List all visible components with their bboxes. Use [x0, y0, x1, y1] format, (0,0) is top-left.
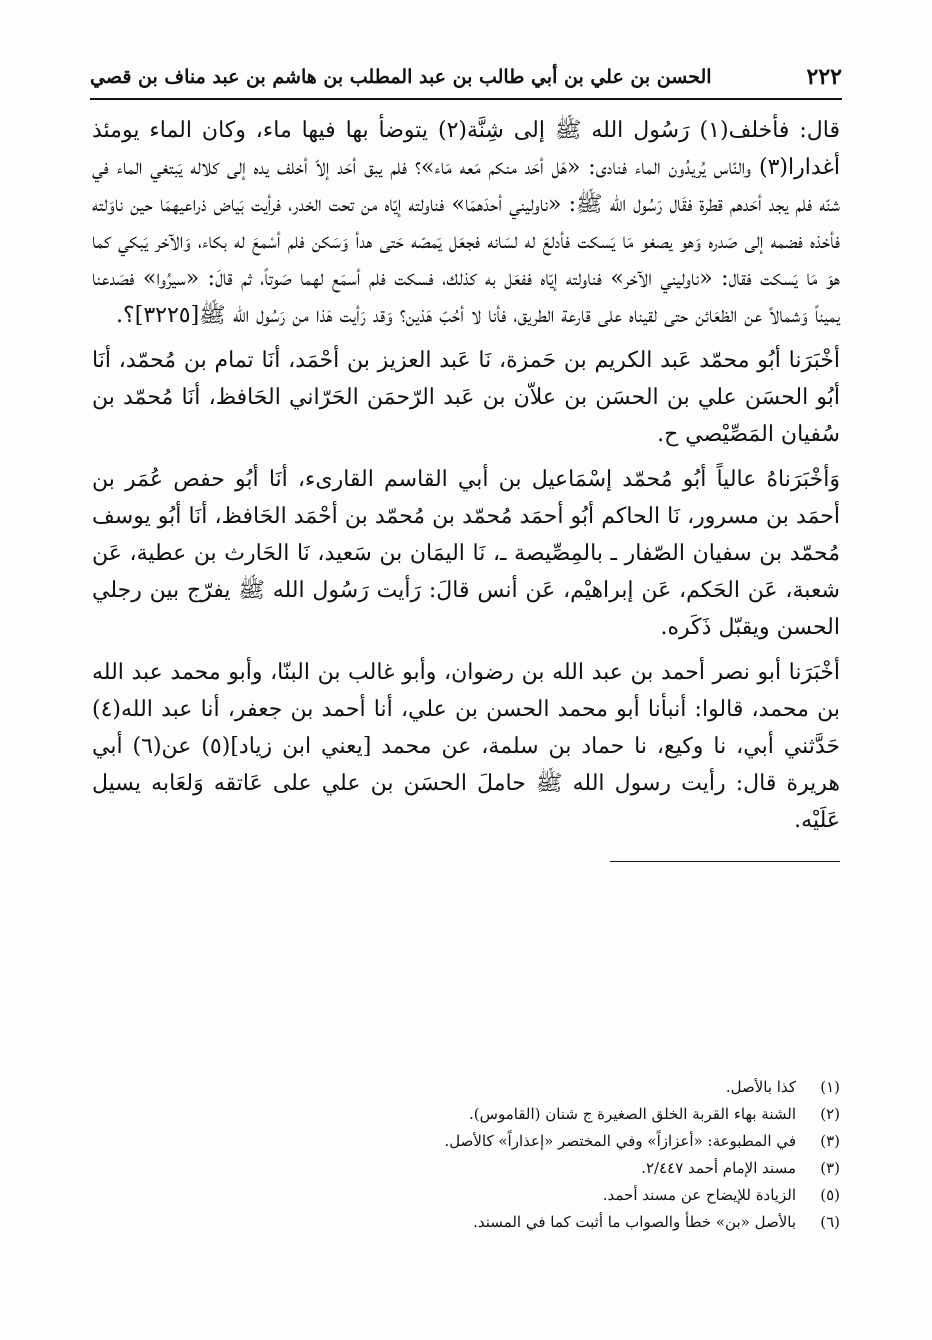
- footnote-item: [320, 1155, 840, 1182]
- footnote-number: (٥): [820, 1186, 840, 1204]
- paragraph-isnad-1: أخْبَرَنا أبُو محمّد عَبد الكريم بن حَمزة، نَا عَبد العزيز بن أحْمَد، أنَا تمام بن مُحمّد، أنَا أبُو الحسَن علي بن الحسَن بن علاّن بن عَبد الرّحمَن الحَرّاني الحَافظ، أنَا مُحمّد بن سُفيان المَصِّيْصي ح.: [92, 348, 840, 447]
- footnote-item: [320, 1074, 840, 1101]
- footnote-item: [320, 1128, 840, 1155]
- footnote-text: الشنة بهاء القربة الخلق الصغيرة ج شنان (القاموس).: [469, 1105, 796, 1123]
- footnotes: [320, 1074, 840, 1236]
- footnote-number: (٦): [820, 1213, 840, 1231]
- page-number: ٢٢٢: [806, 64, 842, 90]
- footnote-text: الزيادة للإيضاح عن مسند أحمد.: [602, 1186, 796, 1204]
- main-text: [92, 112, 840, 872]
- footnote-text: بالأصل «بن» خطأ والصواب ما أثبت كما في المسند.: [473, 1213, 796, 1231]
- footnote-number: (٣): [820, 1132, 840, 1150]
- footnote-separator: [610, 861, 840, 862]
- footnote-text: في المطبوعة: «أعزازاً» وفي المختصر «إعذاراً» كالأصل.: [444, 1132, 796, 1150]
- footnote-item: [320, 1182, 840, 1209]
- paragraph-narration: قال: فأخلف(١) رَسُول الله ﷺ إلى شِنَّة(٢) يتوضأ بها فيها ماء، وكان الماء يومئذ أغدارا(٣) والنّاس يُريدُون الماء فنادى: «هَل أحَد منكم مَعه مَاء»؟ فلم يبق أحَد إلاّ أخلف يده إلى كلاله يَبتغي الماء في شنّه فلم يجد أحَدهم قطرة فقَال رَسُول الله ﷺ: «ناوليني أحدَهمَا» فناولته إيّاه من تحت الخدر، فرأيت بَياض ذراعيهمَا حين ناوَلته فأخذه فضمه إلى صَدره وَهو يصغو مَا يَسكت فأدلعَ له لسَانه فجعَل يَمصّه حَتى هدأ وَسَكن فلم أسْمعَ له بكاء، وَالآخر يَبكي كما هوَ مَا يَسكت فقال: «ناوليني الآخر» فناولته إيّاه ففعَل به كذلك، فسكت فلم أسمَع لهما صَوتاً، ثم قالَ: «سيرُوا» فصَدعنا يميناً وَشمالاً عن الظعَائن حتى لقيناه على قارعة الطريق، فأنا لا أحُبّ هَذين؟ وَقد رَأيت هَذا من رَسُول الله ﷺ[٣٢٢٥]؟.: [92, 118, 840, 328]
- footnote-item: [320, 1101, 840, 1128]
- footnote-number: (٣): [820, 1159, 840, 1177]
- page-header: [90, 56, 842, 100]
- footnote-text: مسند الإمام أحمد ٢/٤٤٧.: [641, 1159, 796, 1177]
- running-title: الحسن بن علي بن أبي طالب بن عبد المطلب بن هاشم بن عبد مناف بن قصي: [90, 66, 712, 88]
- footnote-number: (١): [820, 1078, 840, 1096]
- footnote-text: كذا بالأصل.: [725, 1078, 796, 1096]
- paragraph-isnad-2: وَأخْبَرَناهُ عالياً أبُو مُحمّد إسْمَاعيل بن أبي القاسم القارىء، أنَا أبُو حفص عُمَر بن أحمَد بن مسرور، نَا الحاكم أبُو أحمَد مُحمّد بن مُحمّد بن أحْمَد الحَافظ، أنَا أبُو يوسف مُحمّد بن سفيان الصّفار ـ بالمِصِّيصة ـ، نَا اليمَان بن سَعيد، نَا الحَارث بن عطية، عَن شعبة، عَن الحَكم، عَن إبراهيْم، عَن أنس قالَ: رَأيت رَسُول الله ﷺ يفرّج بين رجلي الحسن ويقبّل ذَكَره.: [92, 467, 840, 640]
- footnote-item: [320, 1209, 840, 1236]
- paragraph-isnad-3: أخْبَرَنا أبو نصر أحمد بن عبد الله بن رضوان، وأبو غالب بن البنّا، وأبو محمد عبد الله بن محمد، قالوا: أنبأنا أبو محمد الحسن بن علي، أنا أحمد بن جعفر، أنا عبد الله(٤) حَدَّثني أبي، نا وكيع، نا حماد بن سلمة، عن محمد [يعني ابن زياد](٥) عن(٦) أبي هريرة قال: رأيت رسول الله ﷺ حاملَ الحسَن بن علي على عَاتقه وَلعَابه يسيل عَلَيْه.: [92, 660, 840, 833]
- footnote-number: (٢): [820, 1105, 840, 1123]
